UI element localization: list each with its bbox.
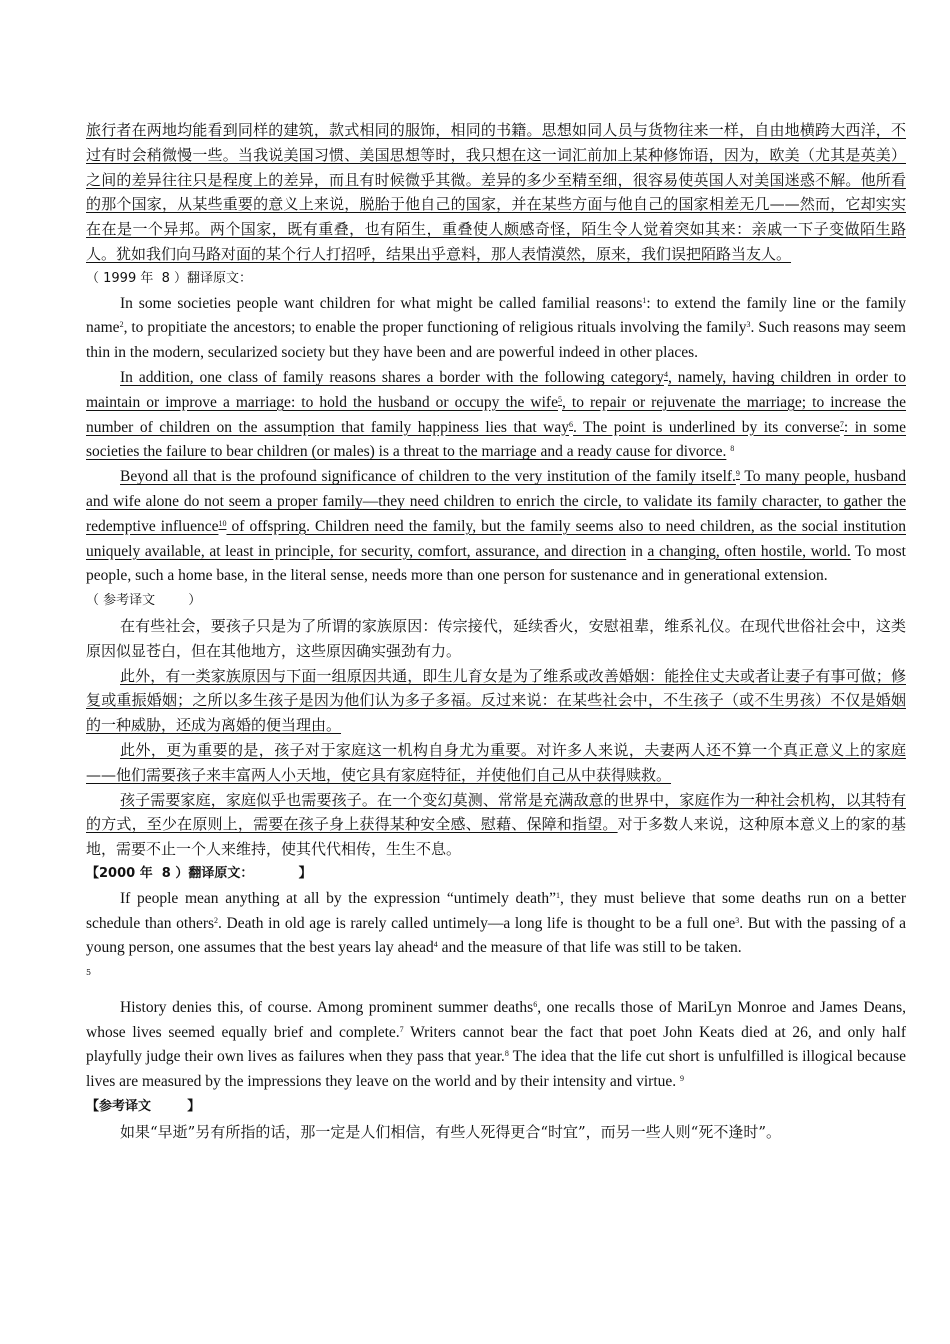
footnote-marker: 3: [746, 320, 751, 330]
section-1999-paragraph-2: [86, 366, 906, 465]
text-run: , they must believe that some deaths run on a better schedule than others: [86, 889, 906, 932]
footnote-marker: 10: [218, 518, 227, 528]
section-2000-header: 【2000 年 8 ）翻译原文： 】: [86, 865, 312, 881]
underlined-run: a changing, often hostile, world.: [647, 542, 851, 560]
section-1999-paragraph-3: [86, 465, 906, 589]
underlined-run: of offspring. Children need the family, but the family seems also to need children, as the social institution uniquely available, at least in principle, for security, comfort, assurance, and direction: [86, 517, 906, 560]
translation-1999-paragraph-4-rest: 对于多数人来说，这种原本意义上的家的基地，需要不止一个人来维持，使其代代相传，生生不息。: [86, 815, 906, 859]
text-run: and the measure of that life was still to be taken.: [437, 939, 742, 957]
section-1999-paragraph-1: [86, 292, 906, 366]
text-run: To most people, such a home base, in the literal sense, needs more than one person for sustenance and in generational extension.: [86, 542, 906, 585]
footnote-marker: 5: [557, 394, 562, 404]
footnote-marker: 3: [735, 915, 740, 925]
footnote-marker: 9: [680, 1074, 685, 1084]
text-run: History denies this, of course. Among prominent summer deaths: [120, 998, 534, 1016]
underlined-run: : in some societies the failure to bear children (or males) is a threat to the marriage and a ready cause for divorce.: [86, 418, 907, 461]
text-run: . Such reasons may seem thin in the modern, secularized society but they have been and are powerful indeed in other places.: [86, 319, 906, 362]
footnote-marker: 4: [663, 369, 668, 379]
text-run: . But with the passing of a young person, one assumes that the best years lay ahead: [86, 914, 906, 957]
footnote-marker: 2: [119, 320, 124, 330]
translation-1999-paragraph-1: 在有些社会，要孩子只是为了所谓的家族原因：传宗接代，延续香火，安慰祖辈，维系礼仪。在现代世俗社会中，这类原因似显苍白，但在其他地方，这些原因确实强劲有力。: [86, 616, 906, 660]
text-run: If people mean anything at all by the expression “untimely death”: [120, 889, 556, 907]
section-2000-paragraph-1: [86, 887, 906, 961]
underlined-run: Beyond all that is the profound significance of children to the very institution of the family itself.: [120, 468, 736, 486]
text-run: In some societies people want children for what might be called familial reasons: [120, 294, 643, 312]
footnote-marker: 7: [399, 1024, 404, 1034]
underlined-run: , to repair or rejuvenate the marriage; to increase the number of children on the assumption that family happiness lies that way: [86, 393, 907, 436]
underlined-run: . The point is underlined by its converse: [573, 418, 840, 436]
chinese-passage-1: 旅行者在两地均能看到同样的建筑，款式相同的服饰，相同的书籍。思想如同人员与货物往来一样，自由地横跨大西洋，不过有时会稍微慢一些。当我说美国习惯、美国思想等时，我只想在这一词汇前加上某种修饰语，因为，欧美（尤其是英美）之间的差异往往只是程度上的差异，而且有时候微乎其微。差异的多少至精至细，很容易使英国人对美国迷惑不解。他所看的那个国家，从某些重要的意义上来说，脱胎于他自己的国家，并在某些方面与他自己的国家相差无几——然而，它却实实在在是一个异邦。两个国家，既有重叠，也有陌生，重叠使人颇感奇怪，陌生令人觉着突如其来：亲戚一下子变做陌生路人。犹如我们向马路对面的某个行人打招呼，结果出乎意料，那人表情漠然，原来，我们误把陌路当友人。: [86, 121, 906, 263]
section-2000-paragraph-2: [86, 996, 906, 1095]
translation-1999-paragraph-4-underlined: 孩子需要家庭，家庭似乎也需要孩子。在一个变幻莫测、常常是充满敌意的世界中，家庭作为一种社会机构，以其特有的方式，至少在原则上，需要在孩子身上获得某种安全感、慰藉、保障和指望。: [86, 790, 906, 834]
document-page: [86, 118, 906, 1145]
text-run: in: [626, 542, 648, 560]
text-run: The idea that the life cut short is unfulfilled is illogical because lives are measured by the impressions they leave on the world and by their intensity and virtue.: [86, 1048, 906, 1091]
footnote-marker: 1: [642, 295, 647, 305]
section-2000-paragraph-1-note: 5: [86, 968, 92, 978]
translation-1999-paragraph-4: [86, 788, 906, 862]
translation-1999-header: （ 参考译文 ）: [86, 593, 202, 609]
footnote-marker: 2: [214, 915, 219, 925]
footnote-marker: 6: [533, 999, 538, 1009]
footnote-marker: 4: [433, 940, 438, 950]
underlined-run: , namely, having children in order to maintain or improve a marriage: to hold the husband or occupy the wife: [86, 368, 906, 411]
footnote-marker: 8: [730, 444, 735, 454]
text-run: : to extend the family line or the family name: [86, 294, 906, 337]
translation-1999-paragraph-3: 此外，更为重要的是，孩子对于家庭这一机构自身尤为重要。对许多人来说，夫妻两人还不算一个真正意义上的家庭——他们需要孩子来丰富两人小天地，使它具有家庭特征，并使他们自己从中获得赎救。: [86, 740, 906, 784]
footnote-marker: 7: [839, 419, 844, 429]
footnote-marker: 1: [555, 890, 560, 900]
text-run: , to propitiate the ancestors; to enable the proper functioning of religious rituals involving the family: [123, 319, 747, 337]
text-run: , one recalls those of MariLyn Monroe and James Deans, whose lives seemed equally brief and complete.: [86, 998, 907, 1041]
footnote-marker: 8: [504, 1049, 509, 1059]
section-1999-header: （ 1999 年 8 ）翻译原文：: [86, 270, 253, 286]
text-run: Writers cannot bear the fact that poet John Keats died at 26, and only half playfully judge their own lives as failures when they pass that year.: [86, 1023, 906, 1066]
translation-1999-paragraph-2: 此外，有一类家族原因与下面一组原因共通，即生儿育女是为了维系或改善婚姻：能拴住丈夫或者让妻子有事可做；修复或重振婚姻；之所以多生孩子是因为他们认为多子多福。反过来说：在某些社会中，不生孩子（或不生男孩）不仅是婚姻的一种威胁，还成为离婚的便当理由。: [86, 666, 906, 735]
footnote-marker: 9: [735, 469, 740, 479]
translation-2000-header: 【参考译文 】: [86, 1099, 201, 1115]
underlined-run: To many people, husband and wife alone do not seem a proper family—they need children to enrich the circle, to validate its family character, to gather the redemptive influence: [86, 468, 906, 535]
translation-2000-paragraph-1: 如果“早逝”另有所指的话，那一定是人们相信，有些人死得更合“时宜”，而另一些人则“死不逢时”。: [120, 1122, 782, 1141]
text-run: . Death in old age is rarely called untimely—a long life is thought to be a full one: [218, 914, 736, 932]
underlined-run: In addition, one class of family reasons shares a border with the following category: [120, 368, 664, 386]
footnote-marker: 6: [569, 419, 574, 429]
